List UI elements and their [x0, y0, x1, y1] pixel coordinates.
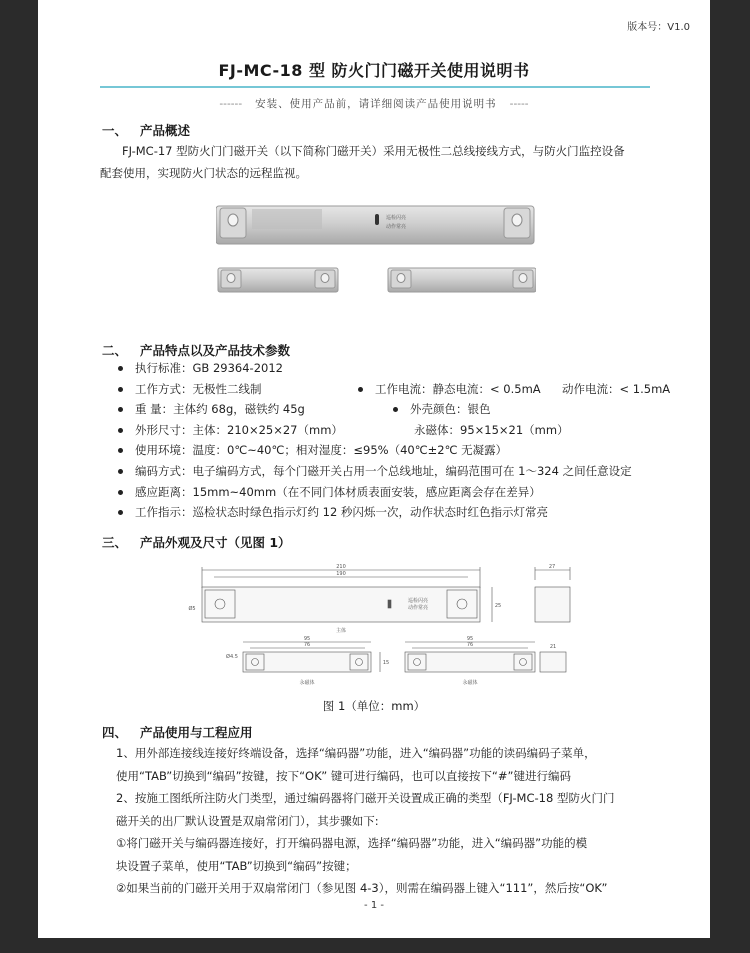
usage-line: 块设置子菜单，使用“TAB”切换到“编码”按键；	[116, 858, 357, 873]
spec-list	[118, 358, 678, 523]
svg-text:巡检闪亮: 巡检闪亮	[386, 215, 407, 221]
document-title: FJ-MC-18 型 防火门门磁开关使用说明书	[218, 61, 530, 80]
usage-line: 2、按施工图纸所注防火门类型，通过编码器将门磁开关设置成正确的类型（FJ-MC-18 型防火门门	[116, 791, 615, 805]
svg-text:95: 95	[303, 636, 311, 642]
section-heading-overview: 一、 产品概述	[102, 123, 191, 138]
svg-text:主体: 主体	[335, 628, 347, 634]
spec-item: 执行标准：GB 29364-2012	[118, 358, 678, 379]
svg-text:95: 95	[466, 636, 474, 642]
usage-line: 使用“TAB”切换到“编码”按键，按下“OK” 键可进行编码，也可以直接按下“#”键进行编码	[116, 768, 571, 783]
spec-item: 重 量：主体约 68g，磁铁约 45g 外壳颜色：银色	[118, 399, 678, 420]
product-photo	[216, 200, 536, 300]
magnet-photo-right	[388, 268, 536, 292]
svg-text:Ø4.5: Ø4.5	[226, 654, 238, 660]
svg-text:25: 25	[494, 603, 502, 609]
spec-item: 外形尺寸：主体：210×25×27（mm） 永磁体：95×15×21（mm）	[118, 420, 678, 441]
overview-paragraph: FJ-MC-17 型防火门门磁开关（以下简称门磁开关）采用无极性二总线接线方式，与防火门监控设备 配套使用，实现防火门状态的远程监视。	[100, 144, 625, 180]
figure-caption: 图 1（单位：mm）	[322, 699, 426, 713]
usage-steps	[116, 742, 676, 900]
svg-text:永磁体: 永磁体	[299, 680, 315, 686]
svg-text:27: 27	[548, 564, 556, 570]
title-divider	[100, 86, 650, 88]
usage-line: ①将门磁开关与编码器连接好，打开编码器电源，选择“编码器”功能，进入“编码器”功能的模	[116, 836, 588, 850]
section-heading-dimensions: 三、 产品外观及尺寸（见图 1）	[102, 535, 291, 550]
svg-text:76: 76	[466, 642, 474, 648]
main-body-photo	[216, 206, 534, 244]
usage-line: ②如果当前的门磁开关用于双扇常闭门（参见图 4-3），则需在编码器上键入“111”，然后按“OK”	[116, 881, 608, 895]
spec-item: 编码方式：电子编码方式，每个门磁开关占用一个总线地址，编码范围可在 1～324 之间任意设定	[118, 461, 678, 482]
section-heading-specs: 二、 产品特点以及产品技术参数	[102, 343, 291, 358]
section-heading-usage: 四、 产品使用与工程应用	[102, 725, 253, 740]
safety-notice-text: 安装、使用产品前，请详细阅读产品使用说明书	[255, 98, 497, 110]
spec-item: 使用环境：温度：0℃~40℃；相对湿度：≤95%（40℃±2℃ 无凝露）	[118, 440, 678, 461]
document-page	[38, 0, 710, 938]
svg-text:76: 76	[303, 642, 311, 648]
page-number: - 1 -	[364, 900, 384, 911]
svg-text:巡检闪亮: 巡检闪亮	[408, 598, 429, 604]
svg-text:动作常亮: 动作常亮	[408, 605, 429, 611]
svg-text:永磁体: 永磁体	[462, 680, 478, 686]
svg-text:动作常亮: 动作常亮	[386, 224, 407, 230]
usage-line: 磁开关的出厂默认设置是双扇常闭门），其步骤如下:	[116, 813, 379, 828]
svg-text:190: 190	[336, 571, 346, 577]
spec-item: 工作指示：巡检状态时绿色指示灯约 12 秒闪烁一次，动作状态时红色指示灯常亮	[118, 502, 678, 523]
magnet-photo-left	[218, 268, 338, 292]
svg-text:15: 15	[382, 660, 390, 666]
svg-text:21: 21	[549, 644, 557, 650]
dimension-drawing	[180, 560, 575, 695]
safety-notice: ------ 安装、使用产品前，请详细阅读产品使用说明书 -----	[219, 98, 529, 110]
usage-line: 1、用外部连接线连接好终端设备，选择“编码器”功能，进入“编码器”功能的读码编码子菜单，	[116, 746, 596, 760]
spec-item: 感应距离：15mm~40mm（在不同门体材质表面安装，感应距离会存在差异）	[118, 482, 678, 503]
svg-text:Ø5: Ø5	[188, 606, 196, 612]
spec-item: 工作方式：无极性二线制 工作电流：静态电流：< 0.5mA 动作电流：< 1.5mA	[118, 379, 678, 400]
version-label: 版本号：V1.0	[627, 22, 690, 33]
svg-text:210: 210	[336, 564, 346, 570]
